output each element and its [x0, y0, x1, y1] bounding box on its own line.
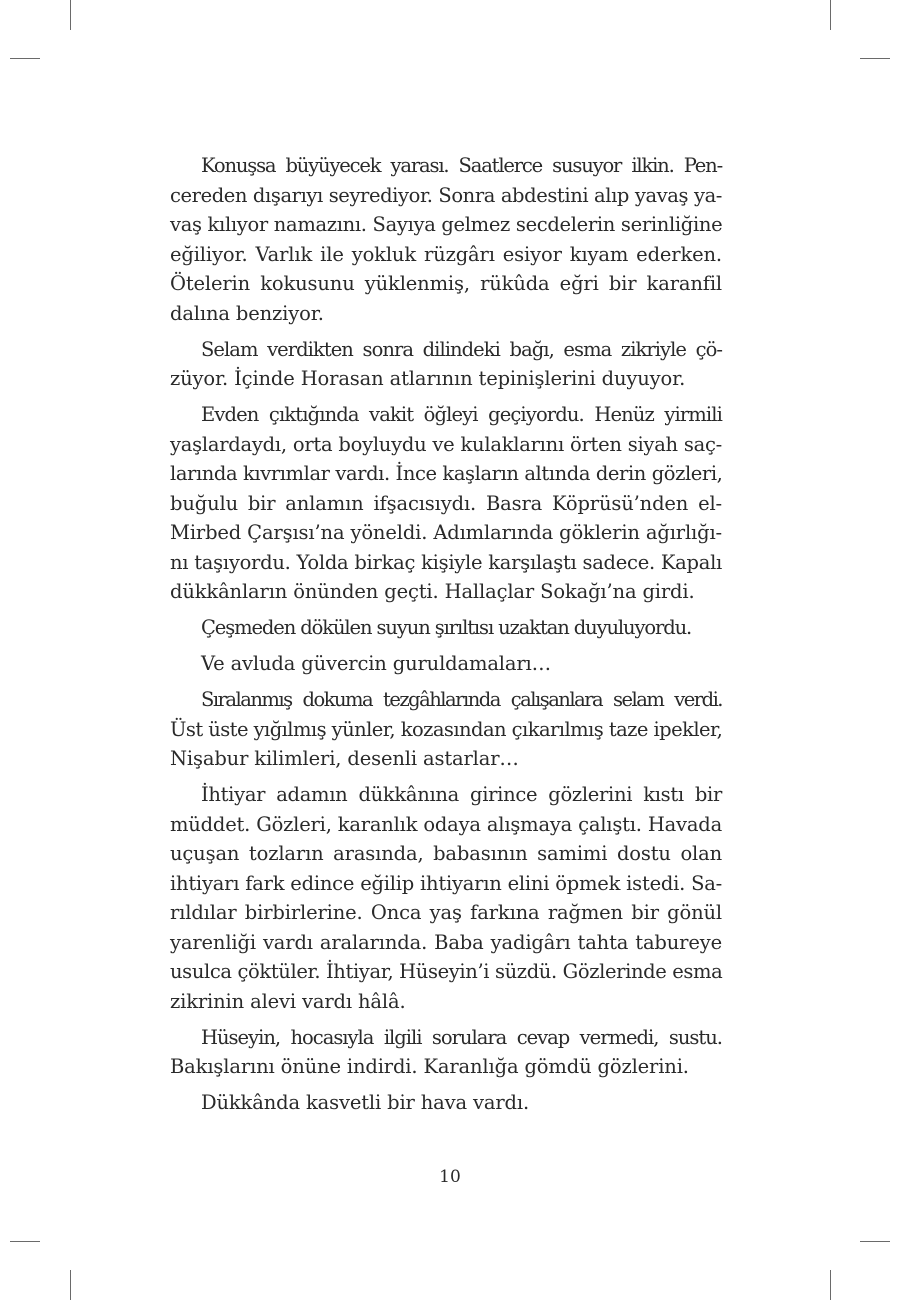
- text-line: müddet. Gözleri, karanlık odaya alışmaya çalıştı. Havada: [170, 812, 722, 836]
- body-text: [170, 151, 722, 1124]
- paragraph: [170, 613, 722, 643]
- crop-mark: [70, 0, 71, 30]
- crop-mark: [860, 58, 890, 59]
- text-line: Bakışlarını önüne indirdi. Karanlığa gömdü gözlerini.: [170, 1055, 689, 1078]
- crop-mark: [10, 58, 40, 59]
- text-line: Dükkânda kasvetli bir hava vardı.: [201, 1091, 530, 1114]
- crop-mark: [860, 1241, 890, 1242]
- text-line: ihtiyarı fark edince eğilip ihtiyarın elini öpmek istedi. Sa-: [170, 871, 722, 895]
- crop-mark: [70, 1270, 71, 1300]
- text-line: yarenliği vardı aralarında. Baba yadigârı tahta tabureye: [170, 930, 722, 954]
- paragraph: [170, 780, 722, 1016]
- text-line: Konuşsa büyüyecek yarası. Saatlerce susuyor ilkin. Pen-: [201, 154, 722, 177]
- text-line: nı taşıyordu. Yolda birkaç kişiyle karşılaştı sadece. Kapalı: [170, 550, 723, 574]
- text-line: dalına benziyor.: [170, 301, 324, 325]
- text-line: Hüseyin, hocasıyla ilgili sorulara cevap vermedi, sustu.: [201, 1025, 722, 1049]
- text-line: Selam verdikten sonra dilindeki bağı, esma zikriyle çö-: [201, 337, 722, 361]
- paragraph: [170, 685, 722, 774]
- text-line: Evden çıktığında vakit öğleyi geçiyordu. Henüz yirmili: [201, 403, 722, 426]
- text-line: zikrinin alevi vardı hâlâ.: [170, 989, 406, 1013]
- text-line: eğiliyor. Varlık ile yokluk rüzgârı esiyor kıyam ederken.: [170, 242, 722, 266]
- text-line: rıldılar birbirlerine. Onca yaş farkına rağmen bir gönül: [170, 901, 722, 924]
- text-line: vaş kılıyor namazını. Sayıya gelmez secdelerin serinliğine: [170, 213, 723, 236]
- crop-mark: [830, 1270, 831, 1300]
- text-line: dükkânların önünden geçti. Hallaçlar Sokağı’na girdi.: [170, 580, 695, 603]
- paragraph: [170, 151, 722, 328]
- text-line: Ve avluda güvercin guruldamaları…: [201, 652, 551, 675]
- text-line: larında kıvrımlar vardı. İnce kaşların altında derin gözleri,: [170, 462, 723, 485]
- paragraph: [170, 1023, 722, 1082]
- text-line: Nişabur kilimleri, desenli astarlar…: [170, 747, 519, 770]
- text-line: cereden dışarıyı seyrediyor. Sonra abdestini alıp yavaş ya-: [170, 183, 722, 207]
- paragraph: [170, 649, 722, 679]
- text-line: usulca çöktüler. İhtiyar, Hüseyin’i süzdü. Gözlerinde esma: [170, 960, 723, 983]
- text-line: Çeşmeden dökülen suyun şırıltısı uzaktan duyuluyordu.: [201, 616, 692, 639]
- text-line: uçuşan tozların arasında, babasının samimi dostu olan: [170, 842, 722, 865]
- text-line: buğulu bir anlamın ifşacısıydı. Basra Köprüsü’nden el-: [170, 491, 722, 515]
- paragraph: [170, 1088, 722, 1118]
- text-line: Üst üste yığılmış yünler, kozasından çıkarılmış taze ipekler,: [170, 717, 723, 741]
- text-line: yaşlardaydı, orta boyluydu ve kulaklarını örten siyah saç-: [170, 432, 722, 456]
- text-line: züyor. İçinde Horasan atlarının tepinişlerini duyuyor.: [170, 367, 686, 390]
- text-line: Sıralanmış dokuma tezgâhlarında çalışanlara selam verdi.: [201, 688, 722, 711]
- page-number: 10: [439, 1167, 461, 1187]
- crop-mark: [830, 0, 831, 30]
- paragraph: [170, 335, 722, 394]
- paragraph: [170, 400, 722, 607]
- text-line: Mirbed Çarşısı’na yöneldi. Adımlarında göklerin ağırlığı-: [170, 521, 722, 544]
- text-line: İhtiyar adamın dükkânına girince gözlerini kıstı bir: [201, 783, 722, 806]
- text-line: Ötelerin kokusunu yüklenmiş, rükûda eğri bir karanfil: [170, 272, 722, 295]
- crop-mark: [10, 1241, 40, 1242]
